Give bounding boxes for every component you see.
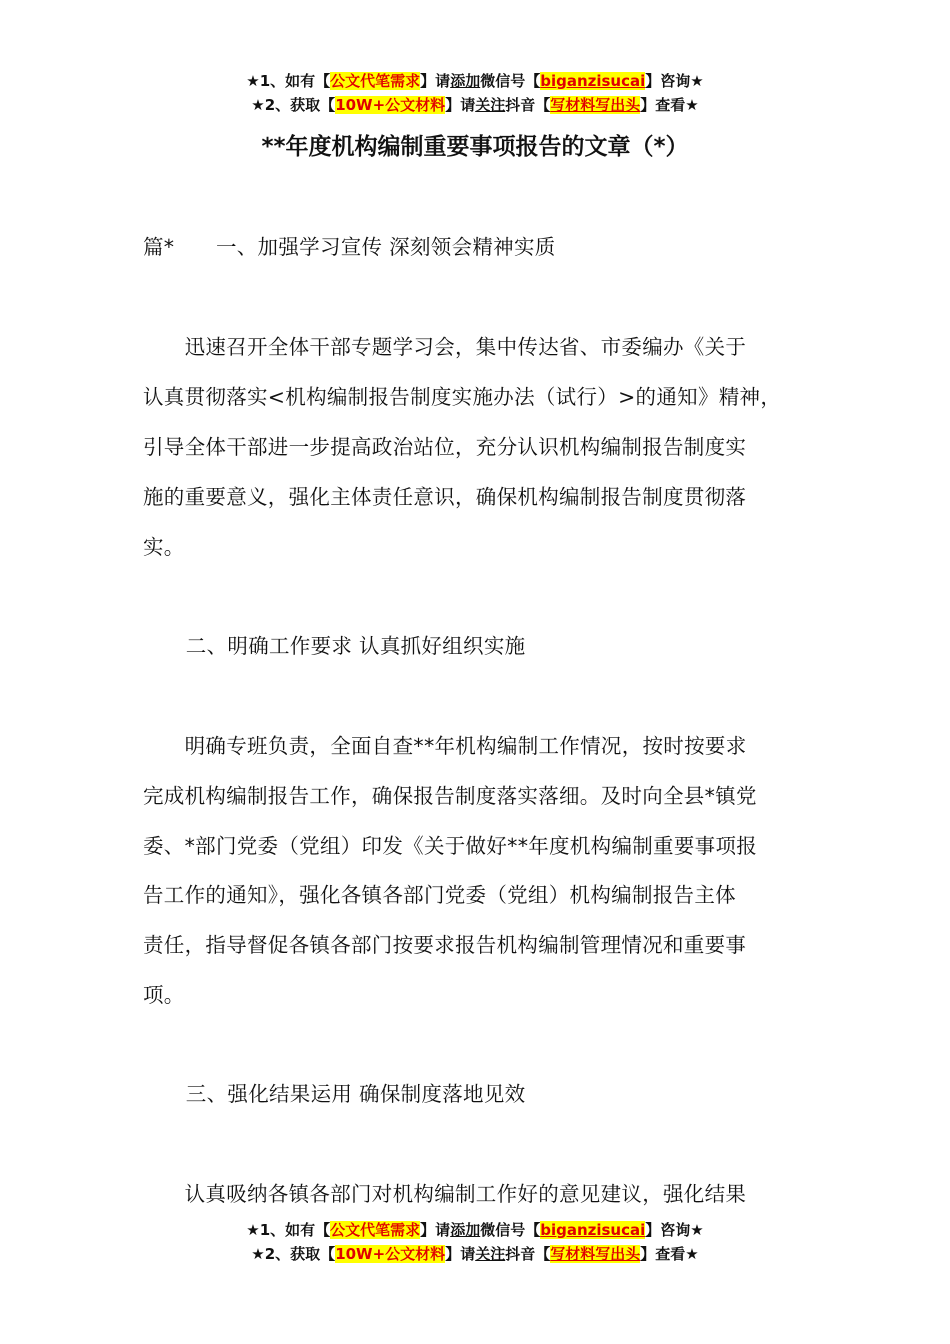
promo-text: 】查看★ xyxy=(640,96,699,114)
paragraph-line: 告工作的通知》，强化各镇各部门党委（党组）机构编制报告主体 xyxy=(143,883,736,907)
promo-line-1-footer xyxy=(0,1218,950,1242)
paragraph-line: 项。 xyxy=(143,983,185,1007)
promo-wechat-id: biganzisucai xyxy=(540,72,646,90)
promo-text: 】查看★ xyxy=(640,1245,699,1263)
promo-text: 】请 xyxy=(420,72,451,90)
paragraph-line: 责任，指导督促各镇各部门按要求报告机构编制管理情况和重要事 xyxy=(143,933,747,957)
promo-highlight: 公文代笔需求 xyxy=(330,72,421,90)
promo-douyin-id: 写材料写出头 xyxy=(550,1245,641,1263)
promo-line-1 xyxy=(0,69,950,93)
paragraph-line: 迅速召开全体干部专题学习会，集中传达省、市委编办《关于 xyxy=(143,335,747,359)
promo-wechat-id: biganzisucai xyxy=(540,1221,646,1239)
paragraph-line: 完成机构编制报告工作，确保报告制度落实落细。及时向全县*镇党 xyxy=(143,784,757,808)
promo-text: 抖音【 xyxy=(505,1245,551,1263)
promo-line-2 xyxy=(0,93,950,117)
promo-text: ★1、如有【 xyxy=(246,1221,331,1239)
promo-text: ★2、获取【 xyxy=(251,1245,336,1263)
promo-highlight: 公文代笔需求 xyxy=(330,1221,421,1239)
paragraph-line: 认真吸纳各镇各部门对机构编制工作好的意见建议，强化结果 xyxy=(143,1182,747,1206)
promo-highlight: 10W+公文材料 xyxy=(335,96,446,114)
promo-text: 】请 xyxy=(420,1221,451,1239)
promo-text: 】咨询★ xyxy=(645,1221,704,1239)
promo-underlined: 添加 xyxy=(450,72,481,90)
promo-underlined: 关注 xyxy=(475,96,506,114)
promo-text: ★1、如有【 xyxy=(246,72,331,90)
paragraph-line: 明确专班负责，全面自查**年机构编制工作情况，按时按要求 xyxy=(143,734,747,758)
promo-text: 】请 xyxy=(445,1245,476,1263)
promo-text: 】咨询★ xyxy=(645,72,704,90)
promo-underlined: 添加 xyxy=(450,1221,481,1239)
paragraph-line: 引导全体干部进一步提高政治站位，充分认识机构编制报告制度实 xyxy=(143,435,747,459)
paragraph-line: 施的重要意义，强化主体责任意识，确保机构编制报告制度贯彻落 xyxy=(143,485,747,509)
paragraph-line: 委、*部门党委（党组）印发《关于做好**年度机构编制重要事项报 xyxy=(143,834,758,858)
promo-douyin-id: 写材料写出头 xyxy=(550,96,641,114)
promo-highlight: 10W+公文材料 xyxy=(335,1245,446,1263)
paragraph-line: 实。 xyxy=(143,535,185,559)
promo-text: 抖音【 xyxy=(505,96,551,114)
promo-text: 微信号【 xyxy=(480,1221,541,1239)
promo-text: 微信号【 xyxy=(480,72,541,90)
promo-line-2-footer xyxy=(0,1242,950,1266)
promo-text: ★2、获取【 xyxy=(251,96,336,114)
section-heading: 三、强化结果运用 确保制度落地见效 xyxy=(165,1082,526,1106)
document-title: **年度机构编制重要事项报告的文章（*） xyxy=(261,134,689,160)
paragraph-line: 认真贯彻落实<机构编制报告制度实施办法（试行）>的通知》精神， xyxy=(143,385,782,409)
promo-text: 】请 xyxy=(445,96,476,114)
promo-underlined: 关注 xyxy=(475,1245,506,1263)
section-heading: 篇* 一、加强学习宣传 深刻领会精神实质 xyxy=(143,235,556,259)
section-heading: 二、明确工作要求 认真抓好组织实施 xyxy=(165,634,526,658)
